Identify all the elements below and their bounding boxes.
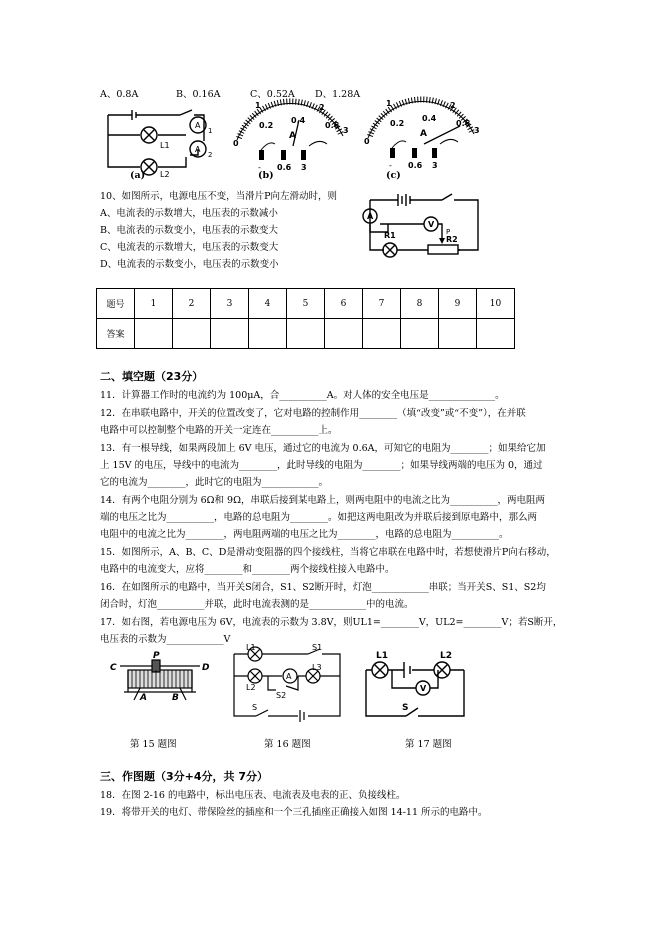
- q10-voltmeter-label: V: [428, 220, 435, 229]
- answer-cell[interactable]: [211, 319, 249, 349]
- fig15-slider-p: P: [153, 651, 160, 661]
- answer-cell[interactable]: [477, 319, 515, 349]
- answer-cell[interactable]: [135, 319, 173, 349]
- fig15-terminal-a: A: [140, 693, 147, 703]
- table-cell-number: 3: [211, 289, 249, 319]
- fig15-terminal-c: C: [110, 663, 117, 673]
- table-header-label: 题号: [97, 289, 135, 319]
- table-cell-number: 2: [173, 289, 211, 319]
- q9-lamp-l1-label: L1: [160, 141, 170, 150]
- q9-option-a: A、0.8A: [100, 89, 139, 100]
- table-cell-number: 9: [439, 289, 477, 319]
- q9-position-2: 2: [208, 151, 213, 159]
- dial-c-terminal-0-6: 0.6: [408, 161, 423, 170]
- fig17-switch-s: S: [402, 703, 409, 713]
- fig-16-caption: 第 16 题图: [264, 739, 311, 750]
- dial-b-tick-3: 3: [343, 126, 349, 135]
- dial-b-tick-0: 0: [233, 139, 239, 148]
- answer-cell[interactable]: [325, 319, 363, 349]
- q15-line-2: 电路中的电流变大，应将________和________两个接线柱接入电路中。: [100, 564, 395, 575]
- answer-cell[interactable]: [249, 319, 287, 349]
- q17-line-1: 17．如右图，若电源电压为 6V，电流表的示数为 3.8V，则UL1=________V，UL2=________V；若S断开，: [100, 617, 563, 628]
- q12-line-2: 电路中可以控制整个电路的开关一定连在__________上。: [100, 425, 338, 436]
- dial-b-terminal-3: 3: [301, 163, 307, 172]
- q19: 19．将带开关的电灯、带保险丝的插座和一个三孔插座正确接入如图 14-11 所示的电路中。: [100, 807, 488, 818]
- q18: 18．在图 2-16 的电路中，标出电压表、电流表及电表的正、负接线柱。: [100, 790, 406, 801]
- dial-c-tick-0-4: 0.4: [422, 114, 437, 123]
- q10-stem: 10、如图所示，电源电压不变，当滑片P向左滑动时，则: [100, 191, 337, 202]
- ammeter-dial-c: [356, 96, 486, 171]
- answer-cell[interactable]: [287, 319, 325, 349]
- dial-b-tick-0-2: 0.2: [259, 121, 274, 130]
- dial-b-terminal-neg: -: [258, 163, 261, 172]
- fig16-switch-s2: S2: [276, 691, 287, 700]
- fig17-lamp-l2: L2: [440, 651, 452, 661]
- table-cell-number: 10: [477, 289, 515, 319]
- answer-cell[interactable]: [173, 319, 211, 349]
- ammeter-dial-b: [225, 98, 355, 173]
- table-cell-number: 7: [363, 289, 401, 319]
- fig15-terminal-b: B: [172, 693, 179, 703]
- fig16-ammeter: A: [286, 672, 292, 681]
- q13-line-2: 上 15V 的电压，导线中的电流为________，此时导线的电阻为________；如果导线两端的电压为 0，通过: [100, 460, 543, 471]
- table-cell-number: 5: [287, 289, 325, 319]
- table-cell-number: 6: [325, 289, 363, 319]
- dial-b-tick-0-4: 0.4: [291, 116, 306, 125]
- dial-c-tick-0: 0: [364, 137, 370, 146]
- dial-b-unit: A: [289, 131, 296, 141]
- dial-c-terminal-3: 3: [432, 161, 438, 170]
- q10-slider-p-label: P: [446, 228, 451, 236]
- table-cell-number: 4: [249, 289, 287, 319]
- fig-15-rheostat: [110, 652, 215, 712]
- fig-17-caption: 第 17 题图: [405, 739, 452, 750]
- q13-line-3: 它的电流为________，此时它的电阻为____________。: [100, 477, 329, 488]
- fig16-lamp-l3: L3: [312, 663, 322, 672]
- q9-option-b: B、0.16A: [176, 89, 221, 100]
- answer-cell[interactable]: [401, 319, 439, 349]
- q11: 11．计算器工作时的电流约为 100μA，合__________A。对人体的安全电压是______________。: [100, 390, 505, 401]
- q9-fig-a-label: (a): [130, 170, 146, 181]
- table-cell-number: 1: [135, 289, 173, 319]
- answer-cell[interactable]: [439, 319, 477, 349]
- q9-fig-c-label: (c): [386, 170, 401, 181]
- fig-16-circuit: [228, 643, 348, 726]
- fig-15-caption: 第 15 题图: [130, 739, 177, 750]
- section-3-title: 三、作图题（3分+4分，共 7分）: [100, 770, 269, 783]
- q10-circuit-figure: [358, 192, 488, 267]
- dial-c-tick-0-6: 0.6: [456, 119, 471, 128]
- table-answer-label: 答案: [97, 319, 135, 349]
- q17-line-2: 电压表的示数为____________V: [100, 634, 231, 645]
- q16-line-2: 闭合时，灯泡__________并联，此时电流表测的是____________中的电流。: [100, 599, 414, 610]
- dial-c-terminal-neg: -: [389, 161, 392, 170]
- table-cell-number: 8: [401, 289, 439, 319]
- q10-option-b: B、电流表的示数变小，电压表的示数变大: [100, 225, 278, 236]
- answer-cell[interactable]: [363, 319, 401, 349]
- q9-fig-b-label: (b): [258, 170, 274, 181]
- q9-ammeter-2-label: A: [195, 145, 201, 154]
- q9-lamp-l2-label: L2: [160, 170, 170, 179]
- q9-option-c: C、0.52A: [250, 89, 295, 100]
- section-2-title: 二、填空题（23分）: [100, 370, 204, 383]
- dial-c-unit: A: [420, 129, 427, 139]
- q10-option-c: C、电流表的示数增大，电压表的示数变大: [100, 242, 279, 253]
- q9-ammeter-1-label: A: [195, 121, 201, 130]
- fig-17-circuit: [362, 650, 472, 725]
- q15-line-1: 15．如图所示，A、B、C、D是滑动变阻器的四个接线柱，当将它串联在电路中时，若想使滑片P向右移动，: [100, 547, 556, 558]
- dial-c-tick-2: 2: [450, 101, 456, 110]
- q12-line-1: 12．在串联电路中，开关的位置改变了，它对电路的控制作用________（填“改变”或“不变”），在并联: [100, 408, 526, 419]
- q10-ammeter-label: A: [367, 212, 374, 221]
- dial-b-tick-2: 2: [319, 103, 325, 112]
- fig16-lamp-l2: L2: [246, 683, 256, 692]
- q13-line-1: 13．有一根导线，如果两段加上 6V 电压，通过它的电流为 0.6A，可知它的电阻为________；如果给它加: [100, 443, 546, 454]
- dial-c-tick-3: 3: [474, 126, 480, 135]
- q9-circuit-figure: [100, 105, 220, 179]
- q14-line-2: 端的电压之比为__________，电路的总电阻为________。如把这两电阻改为并联后接到原电路中，那么两: [100, 512, 538, 523]
- fig17-lamp-l1: L1: [376, 651, 388, 661]
- dial-b-tick-1: 1: [255, 101, 261, 110]
- q9-position-1: 1: [208, 127, 213, 135]
- dial-c-tick-1: 1: [386, 99, 392, 108]
- q14-line-3: 电阻中的电流之比为________，两电阻两端的电压之比为________，电路的总电阻为__________。: [100, 529, 509, 540]
- fig15-terminal-d: D: [202, 663, 210, 673]
- q14-line-1: 14．有两个电阻分别为 6Ω和 9Ω，串联后接到某电路上，则两电阻中的电流之比为__________，两电阻两: [100, 495, 545, 506]
- fig17-voltmeter: V: [420, 684, 427, 693]
- dial-b-tick-0-6: 0.6: [325, 121, 340, 130]
- dial-b-terminal-0-6: 0.6: [277, 163, 292, 172]
- q10-option-d: D、电流表的示数变小，电压表的示数变小: [100, 259, 279, 270]
- q16-line-1: 16．在如图所示的电路中，当开关S闭合，S1、S2断开时，灯泡____________串联；当开关S、S1、S2均: [100, 582, 546, 593]
- fig16-switch-s: S: [252, 703, 258, 712]
- fig16-switch-s1: S1: [312, 643, 323, 652]
- q10-r2-label: R2: [446, 235, 458, 244]
- dial-c-tick-0-2: 0.2: [390, 119, 405, 128]
- q9-option-d: D、1.28A: [315, 89, 361, 100]
- q10-r1-label: R1: [384, 231, 396, 240]
- fig16-lamp-l1: L1: [246, 643, 256, 652]
- q10-option-a: A、电流表的示数增大，电压表的示数减小: [100, 208, 278, 219]
- answer-table: [96, 288, 515, 349]
